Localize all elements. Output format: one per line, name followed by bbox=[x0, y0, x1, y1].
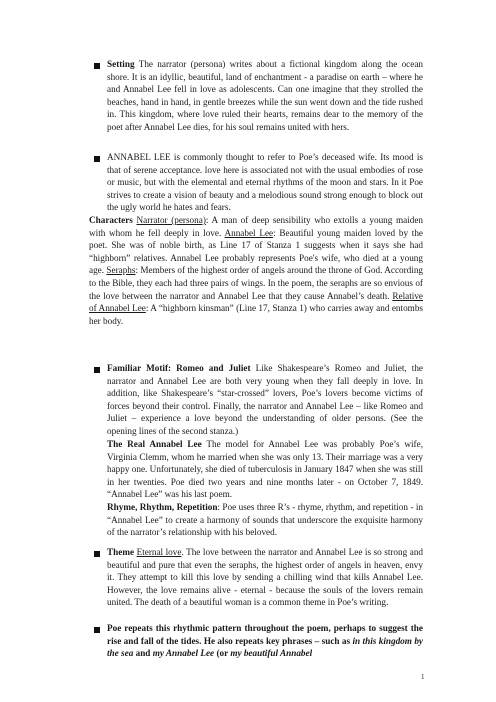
rhyme-text: : Poe uses three R’s - rhyme, rhythm, and repetition - in “Annabel Lee” to create a harmony of sounds that underscore the exquisite harmony of the narrator’s relationship with his beloved. bbox=[107, 502, 423, 538]
annabel-text: ANNABEL LEE is commonly thought to refer to Poe’s deceased wife. Its mood is that of serene acceptance. love here is associated not with the usual embodies of rose or music, but with the elemental and eternal rhythms of the moon and stars. In it Poe strives to create a vision of beauty and a melodious sound strong enough to block out the ugly world he hates and fears. bbox=[107, 152, 423, 213]
narrator-text: : A man of deep sensibility who extolls a young maiden with whom he fell deeply in love. bbox=[89, 215, 423, 238]
motif-paragraph bbox=[107, 362, 423, 438]
rhythm-text-or: (or bbox=[214, 648, 231, 659]
seraphs-term: Seraphs bbox=[106, 265, 136, 276]
setting-text: The narrator (persona) writes about a fictional kingdom along the ocean shore. It is an idyllic, beautiful, land of enchantment - a paradise on earth – where he and Annabel Lee fell in love as adolescents. Can one imagine that they strolled the beaches, hand in hand, in gentle breezes while the sun went down and the tide rushed in. This kingdom, where love ruled their hearts, remains dear to the memory of the poet after Annabel Lee dies, for his soul remains united with hers. bbox=[107, 59, 423, 132]
seraphs-text: : Members of the highest order of angels around the throne of God. According to the Bible, they each had three pairs of wings. In the poem, the seraphs are so envious of the love between the narrator and Annabel Lee that they cause Annabel’s death. bbox=[89, 265, 424, 301]
relative-text: : A “highborn kinsman” (Line 17, Stanza 1) who carries away and entombs her body. bbox=[89, 303, 423, 326]
bullet-icon bbox=[94, 551, 100, 557]
annabel-character-text: : Beautiful young maiden loved by the poet. She was of noble birth, as Line 17 of Stanza 1 suggests when it says she had “highborn” relatives. Annabel Lee probably represents Poe's wife, who died at a young age. bbox=[89, 227, 423, 276]
theme-text: . The love between the narrator and Annabel Lee is so strong and beautiful and pure that even the seraphs, the highest order of angels in heaven, envy it. They attempt to kill this love by sending a chilling wind that kills Annabel Lee. However, the love remains alive - eternal - because the souls of the lovers remain united. The death of a beautiful woman is a common theme in Poe’s writing. bbox=[107, 547, 424, 608]
rhythm-phrase-annabel: my Annabel Lee bbox=[152, 648, 215, 659]
page-number: 1 bbox=[421, 673, 425, 681]
setting-title: Setting bbox=[107, 59, 135, 69]
bullet-icon bbox=[94, 367, 100, 373]
relative-term: Relative of Annabel Lee bbox=[89, 290, 423, 314]
theme-term: Eternal love bbox=[136, 547, 182, 557]
rhythm-and: and bbox=[133, 648, 153, 659]
motif-title: Familiar Motif: Romeo and Juliet bbox=[107, 363, 251, 373]
rhythm-phrase-beautiful: my beautiful Annabel bbox=[230, 648, 313, 659]
characters-label: Characters bbox=[89, 215, 133, 225]
bullet-icon bbox=[94, 627, 100, 633]
rhythm-text: Poe repeats this rhythmic pattern throughout the poem, perhaps to suggest the rise and fall of the tides. He also repeats key phrases – such as bbox=[107, 623, 423, 646]
theme-paragraph bbox=[107, 546, 423, 609]
setting-paragraph bbox=[107, 58, 423, 134]
bullet-icon bbox=[94, 63, 100, 69]
rhythm-paragraph bbox=[107, 622, 423, 660]
rhyme-title: Rhyme, Rhythm, Repetition bbox=[107, 502, 218, 512]
motif-text: Like Shakespeare’s Romeo and Juliet, the narrator and Annabel Lee are both very young when they fall deeply in love. In addition, like Shakespeare’s “star-crossed” lovers, Poe’s lovers become victims of forces beyond their control. Finally, the narrator and Annabel Lee – like Romeo and Juliet – experience a love beyond the understanding of older persons. (See the opening lines of the second stanza.) bbox=[107, 363, 423, 436]
rhythm-phrase-kingdom: in this kingdom by the sea bbox=[107, 635, 423, 659]
bullet-icon bbox=[94, 156, 100, 162]
rhyme-paragraph bbox=[107, 501, 423, 539]
annabel-paragraph bbox=[107, 151, 423, 214]
theme-title: Theme bbox=[107, 547, 135, 557]
real-annabel-title: The Real Annabel Lee bbox=[107, 439, 202, 449]
annabel-term: Annabel Lee bbox=[224, 227, 274, 238]
narrator-term: Narrator (persona) bbox=[136, 215, 206, 225]
real-annabel-paragraph bbox=[107, 438, 423, 501]
characters-paragraph bbox=[89, 214, 423, 327]
real-annabel-text: The model for Annabel Lee was probably Poe’s wife, Virginia Clemm, whom he married when she was only 13. Their marriage was a very happy one. Unfortunately, she died of tuberculosis in January 1847 when she was still in her twenties. Poe died two years and nine months later - on October 7, 1849. “Annabel Lee” was his last poem. bbox=[107, 439, 423, 500]
